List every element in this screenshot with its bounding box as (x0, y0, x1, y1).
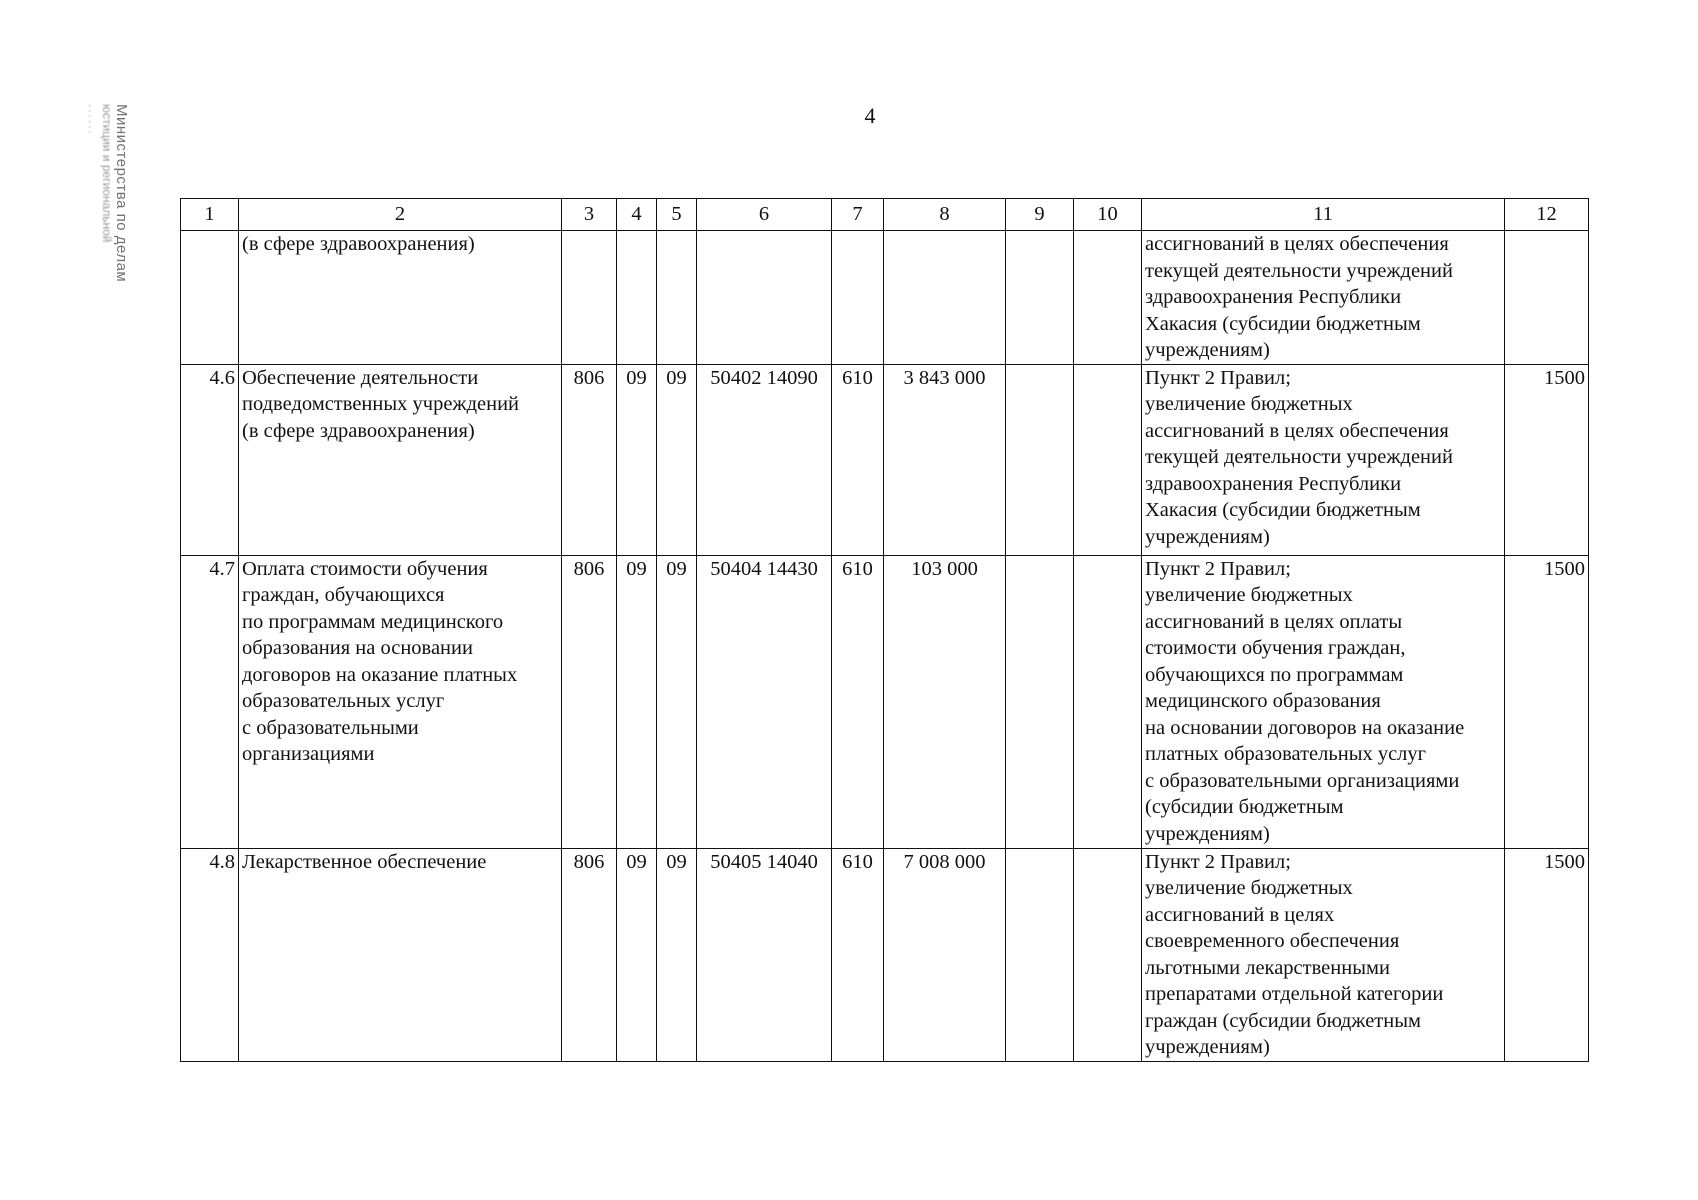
row-number: 4.6 (181, 364, 239, 555)
amount-cell (1006, 848, 1074, 1061)
department-code: 806 (562, 848, 617, 1061)
table-row (181, 364, 1589, 555)
amount-cell: 7 008 000 (884, 848, 1006, 1061)
expense-type-code (832, 231, 884, 365)
section-code: 09 (617, 848, 657, 1061)
code-cell: 1500 (1505, 555, 1589, 848)
table-row (181, 555, 1589, 848)
item-name: Лекарственное обеспечение (239, 848, 562, 1061)
row-number: 4.8 (181, 848, 239, 1061)
amount-cell (1006, 231, 1074, 365)
basis-text: Пункт 2 Правил; увеличение бюджетных ассигнований в целях обеспечения текущей деятельности учреждений здравоохранения Республики Хакасия (субсидии бюджетным учреждениям) (1142, 364, 1505, 555)
budget-changes-table (180, 198, 1589, 1062)
amount-cell (1074, 364, 1142, 555)
subsection-code: 09 (657, 848, 697, 1061)
amount-cell (1074, 848, 1142, 1061)
amount-cell (1006, 364, 1074, 555)
column-header: 6 (697, 199, 832, 231)
section-code: 09 (617, 555, 657, 848)
item-name: Оплата стоимости обучения граждан, обучающихся по программам медицинского образования на основании договоров на оказание платных образовательных услуг с образовательными организациями (239, 555, 562, 848)
amount-cell: 3 843 000 (884, 364, 1006, 555)
department-code: 806 (562, 364, 617, 555)
section-code: 09 (617, 364, 657, 555)
basis-text: ассигнований в целях обеспечения текущей деятельности учреждений здравоохранения Республики Хакасия (субсидии бюджетным учреждениям) (1142, 231, 1505, 365)
code-cell: 1500 (1505, 364, 1589, 555)
department-code (562, 231, 617, 365)
page-number: 4 (864, 103, 876, 128)
table-header-row (181, 199, 1589, 231)
code-cell (1505, 231, 1589, 365)
column-header: 4 (617, 199, 657, 231)
target-article-code: 50402 14090 (697, 364, 832, 555)
subsection-code (657, 231, 697, 365)
table-row (181, 231, 1589, 365)
target-article-code: 50405 14040 (697, 848, 832, 1061)
target-article-code: 50404 14430 (697, 555, 832, 848)
column-header: 3 (562, 199, 617, 231)
expense-type-code: 610 (832, 848, 884, 1061)
column-header: 12 (1505, 199, 1589, 231)
item-name: Обеспечение деятельности подведомственных учреждений (в сфере здравоохранения) (239, 364, 562, 555)
department-code: 806 (562, 555, 617, 848)
stamp-line: ...... (85, 104, 100, 137)
column-header: 11 (1142, 199, 1505, 231)
column-header: 7 (832, 199, 884, 231)
basis-text: Пункт 2 Правил; увеличение бюджетных ассигнований в целях своевременного обеспечения льготными лекарственными препаратами отдельной категории граждан (субсидии бюджетным учреждениям) (1142, 848, 1505, 1061)
column-header: 8 (884, 199, 1006, 231)
column-header: 5 (657, 199, 697, 231)
row-number: 4.7 (181, 555, 239, 848)
expense-type-code: 610 (832, 364, 884, 555)
basis-text: Пункт 2 Правил; увеличение бюджетных ассигнований в целях оплаты стоимости обучения граждан, обучающихся по программам медицинского образования на основании договоров на оказание платных образовательных услуг с образовательными организациями (субсидии бюджетным учреждениям) (1142, 555, 1505, 848)
section-code (617, 231, 657, 365)
table-row (181, 848, 1589, 1061)
stamp-line: Министерства по делам (113, 104, 130, 283)
column-header: 10 (1074, 199, 1142, 231)
expense-type-code: 610 (832, 555, 884, 848)
amount-cell (1074, 231, 1142, 365)
amount-cell (1006, 555, 1074, 848)
stamp-line: юстиции и региональной (99, 104, 114, 243)
registration-stamp (52, 104, 130, 320)
amount-cell: 103 000 (884, 555, 1006, 848)
column-header: 1 (181, 199, 239, 231)
column-header: 9 (1006, 199, 1074, 231)
row-number (181, 231, 239, 365)
subsection-code: 09 (657, 364, 697, 555)
subsection-code: 09 (657, 555, 697, 848)
target-article-code (697, 231, 832, 365)
item-name: (в сфере здравоохранения) (239, 231, 562, 365)
amount-cell (884, 231, 1006, 365)
column-header: 2 (239, 199, 562, 231)
amount-cell (1074, 555, 1142, 848)
code-cell: 1500 (1505, 848, 1589, 1061)
